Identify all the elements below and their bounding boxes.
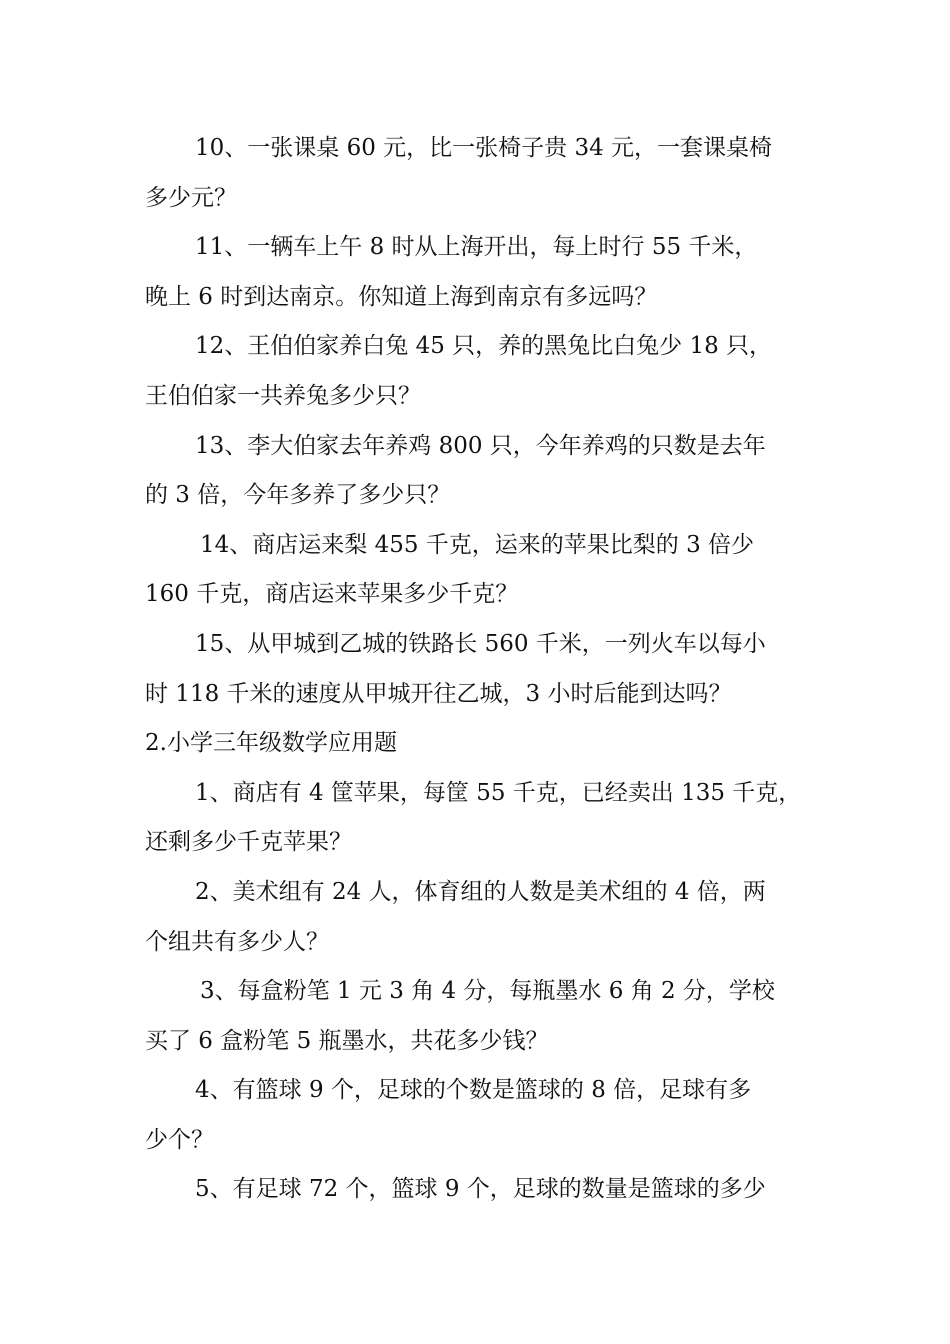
problem-11-line-1: 11、一辆车上午 8 时从上海开出，每上时行 55 千米， (195, 234, 758, 261)
problem-14-line-1: 14、商店运来梨 455 千克，运来的苹果比梨的 3 倍少 (200, 531, 755, 558)
problem-15-line-1: 15、从甲城到乙城的铁路长 560 千米，一列火车以每小 (195, 630, 766, 657)
problem-3-line-1: 3、每盒粉笔 1 元 3 角 4 分，每瓶墨水 6 角 2 分，学校 (200, 978, 775, 1005)
problem-15-line-2: 时 118 千米的速度从甲城开往乙城，3 小时后能到达吗？ (145, 680, 732, 707)
problem-14-line-2: 160 千克，商店运来苹果多少千克？ (145, 581, 519, 608)
problem-12-line-1: 12、王伯伯家养白兔 45 只，养的黑兔比白兔少 18 只， (195, 333, 773, 360)
problem-11-line-2: 晚上 6 时到达南京。你知道上海到南京有多远吗？ (145, 283, 658, 310)
problem-10-line-2: 多少元？ (145, 184, 237, 211)
section-heading: 2.小学三年级数学应用题 (145, 730, 397, 757)
problem-1-line-1: 1、商店有 4 筐苹果，每筐 55 千克，已经卖出 135 千克， (195, 779, 802, 806)
problem-2-line-1: 2、美术组有 24 人，体育组的人数是美术组的 4 倍，两 (195, 878, 766, 905)
document-body (145, 124, 825, 1215)
problem-4-line-2: 少个？ (145, 1126, 214, 1153)
problem-13-line-1: 13、李大伯家去年养鸡 800 只，今年养鸡的只数是去年 (195, 432, 766, 459)
problem-13-line-2: 的 3 倍，今年多养了多少只？ (145, 482, 451, 509)
problem-4-line-1: 4、有篮球 9 个，足球的个数是篮球的 8 倍，足球有多 (195, 1077, 752, 1104)
problem-10-line-1: 10、一张课桌 60 元，比一张椅子贵 34 元，一套课桌椅 (195, 135, 773, 161)
problem-2-line-2: 个组共有多少人？ (145, 928, 329, 955)
problem-5-line-1: 5、有足球 72 个，篮球 9 个，足球的数量是篮球的多少 (195, 1176, 766, 1203)
problem-12-line-2: 王伯伯家一共养兔多少只？ (145, 382, 421, 409)
problem-3-line-2: 买了 6 盒粉笔 5 瓶墨水，共花多少钱？ (145, 1027, 549, 1054)
problem-1-line-2: 还剩多少千克苹果？ (145, 829, 352, 856)
